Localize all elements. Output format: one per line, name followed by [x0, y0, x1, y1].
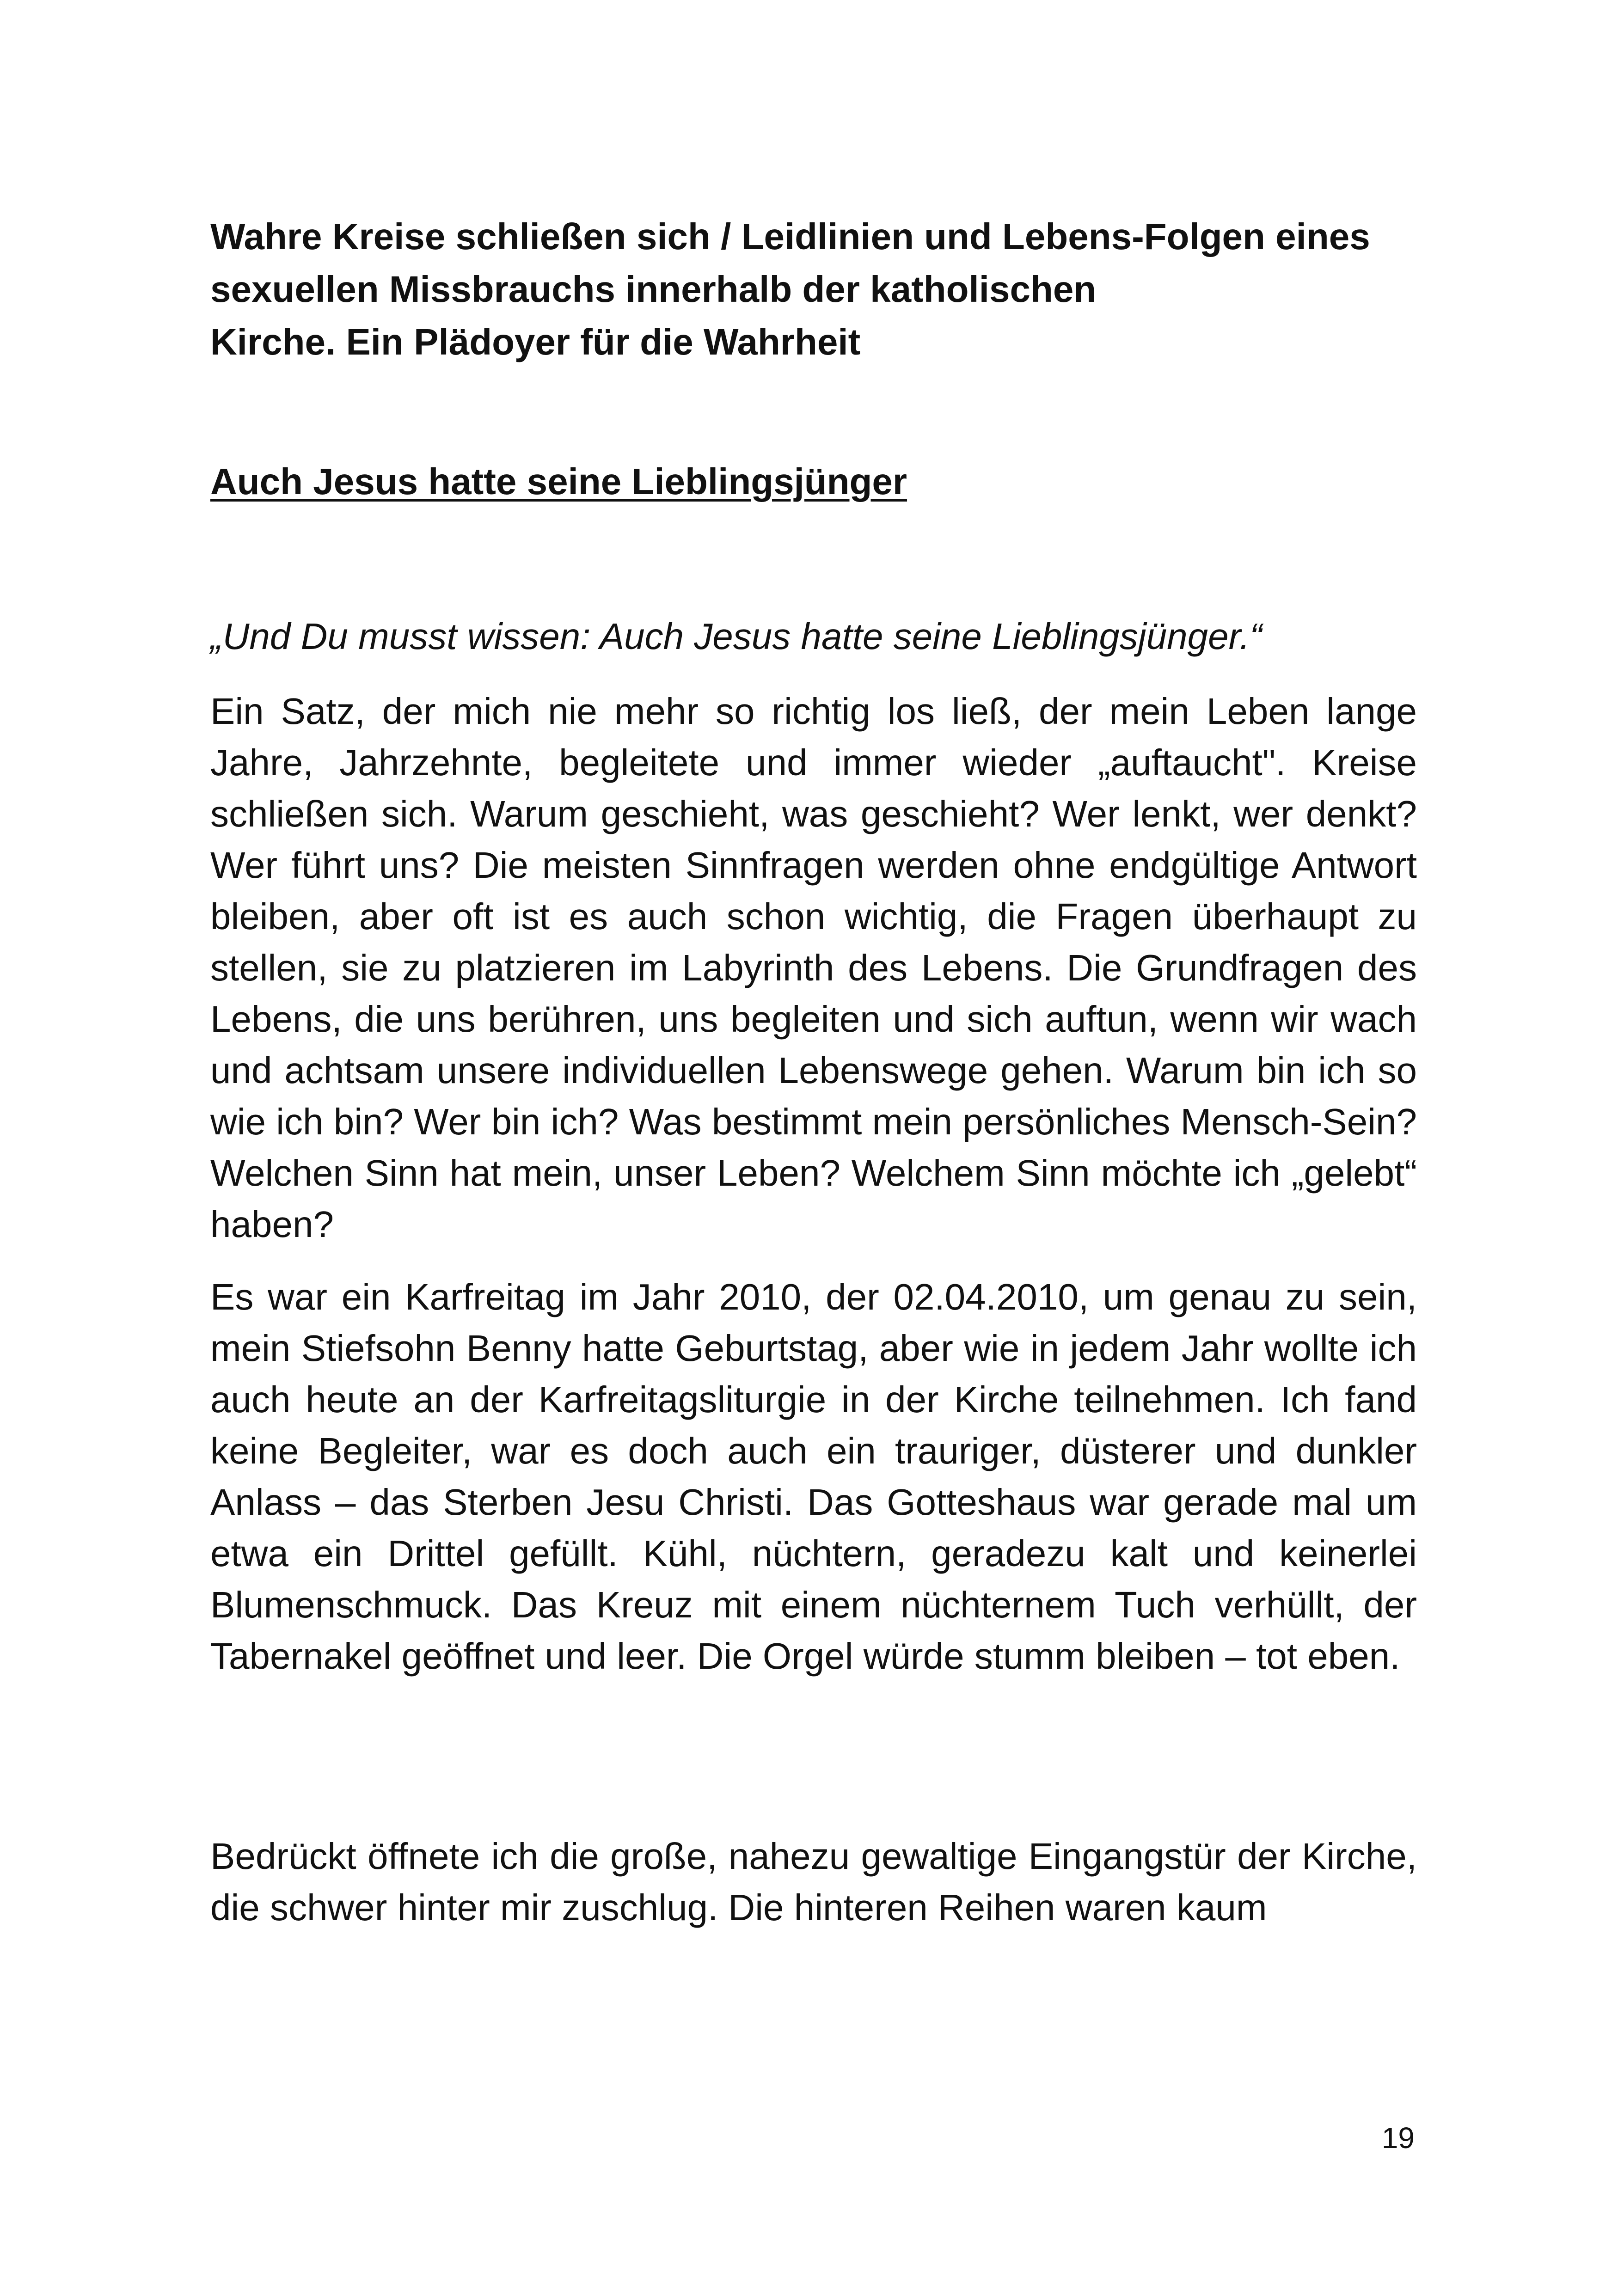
document-title [210, 210, 1459, 368]
body-paragraph-2: Es war ein Karfreitag im Jahr 2010, der 02.04.2010, um genau zu sein, mein Stiefsohn Benny hatte Geburtstag, aber wie in jedem Jahr wollte ich auch heute an der Karfreitagsliturgie in der Kirche teilnehmen. Ich fand keine Begleiter, war es doch auch ein trauriger, düsterer und dunkler Anlass – das Sterben Jesu Christi. Das Gotteshaus war gerade mal um etwa ein Drittel gefüllt. Kühl, nüchtern, geradezu kalt und keinerlei Blumenschmuck. Das Kreuz mit einem nüchternem Tuch verhüllt, der Tabernakel geöffnet und leer. Die Orgel würde stumm bleiben – tot eben. [210, 1276, 1417, 1677]
title-line-3: Kirche. Ein Plädoyer für die Wahrheit [210, 321, 861, 362]
page-number: 19 [1381, 2121, 1415, 2155]
opening-quote: „Und Du musst wissen: Auch Jesus hatte seine Lieblingsjünger.“ [210, 616, 1263, 657]
title-line-2: sexuellen Missbrauchs innerhalb der katholischen [210, 269, 1097, 310]
title-line-1: Wahre Kreise schließen sich / Leidlinien und Lebens-Folgen eines [210, 216, 1370, 257]
body-paragraph-3: Bedrückt öffnete ich die große, nahezu gewaltige Eingangstür der Kirche, die schwer hinter mir zuschlug. Die hinteren Reihen waren kaum [210, 1836, 1417, 1928]
section-heading: Auch Jesus hatte seine Lieblingsjünger [210, 461, 907, 502]
body-paragraph-1: Ein Satz, der mich nie mehr so richtig los ließ, der mein Leben lange Jahre, Jahrzehnte, begleitete und immer wieder „auftaucht". Kreise schließen sich. Warum geschieht, was geschieht? Wer lenkt, wer denkt? Wer führt uns? Die meisten Sinnfragen werden ohne endgültige Antwort bleiben, aber oft ist es auch schon wichtig, die Fragen überhaupt zu stellen, sie zu platzieren im Labyrinth des Lebens. Die Grundfragen des Lebens, die uns berühren, uns begleiten und sich auftun, wenn wir wach und achtsam unsere individuellen Lebenswege gehen. Warum bin ich so wie ich bin? Wer bin ich? Was bestimmt mein persönliches Mensch-Sein? Welchen Sinn hat mein, unser Leben? Welchem Sinn möchte ich „gelebt“ haben? [210, 691, 1417, 1245]
